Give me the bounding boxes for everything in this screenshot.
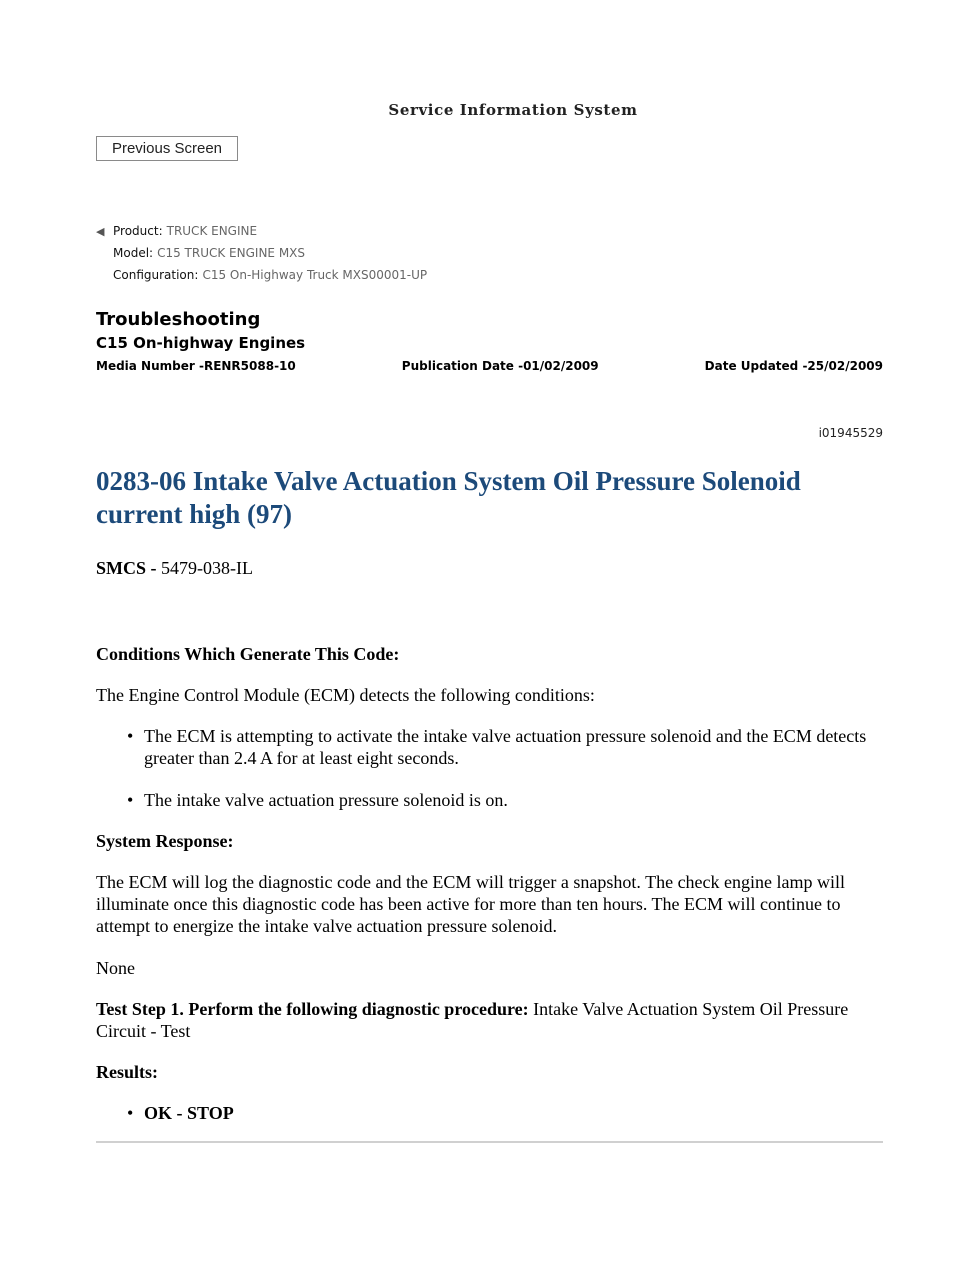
publication-heading: Troubleshooting xyxy=(96,309,261,330)
smcs-value: 5479-038-IL xyxy=(161,558,253,578)
list-item: • The intake valve actuation pressure solenoid is on. xyxy=(127,790,508,810)
model-row xyxy=(96,246,305,260)
product-value: TRUCK ENGINE xyxy=(166,224,258,238)
configuration-value: C15 On-Highway Truck MXS00001-UP xyxy=(202,268,428,282)
publication-subheading: C15 On-highway Engines xyxy=(96,334,306,352)
none-text: None xyxy=(96,958,135,978)
configuration-row xyxy=(96,268,427,282)
bullet-icon: • xyxy=(127,726,134,746)
collapse-arrow-icon[interactable]: ◀ xyxy=(96,225,105,238)
system-title: Service Information System xyxy=(388,101,638,119)
previous-screen-button[interactable]: Previous Screen xyxy=(96,136,238,161)
test-step xyxy=(96,998,886,1042)
smcs-label: SMCS - xyxy=(96,558,157,578)
media-number: Media Number -RENR5088-10 xyxy=(96,359,296,373)
configuration-label: Configuration: xyxy=(113,268,199,282)
smcs-line xyxy=(96,557,253,579)
bullet-icon: • xyxy=(127,1103,134,1123)
response-text: The ECM will log the diagnostic code and the ECM will trigger a snapshot. The check engine lamp will illuminate once this diagnostic code has been active for more than ten hours. The ECM will continue to attempt to energize the intake valve actuation pressure solenoid. xyxy=(96,872,846,936)
product-row xyxy=(96,224,257,238)
model-label: Model: xyxy=(113,246,154,260)
document-id: i01945529 xyxy=(818,426,883,440)
product-label: Product: xyxy=(113,224,163,238)
publication-date: Publication Date -01/02/2009 xyxy=(401,359,599,373)
conditions-intro: The Engine Control Module (ECM) detects the following conditions: xyxy=(96,685,595,705)
results-heading: Results: xyxy=(96,1062,158,1082)
test-step-label: Test Step 1. Perform the following diagnostic procedure: xyxy=(96,999,529,1019)
date-updated: Date Updated -25/02/2009 xyxy=(704,359,883,373)
model-value: C15 TRUCK ENGINE MXS xyxy=(157,246,306,260)
publication-info xyxy=(96,359,883,373)
response-heading: System Response: xyxy=(96,831,234,851)
list-item: • OK - STOP xyxy=(127,1103,234,1123)
divider xyxy=(96,1141,883,1143)
bullet-icon: • xyxy=(127,790,134,810)
conditions-heading: Conditions Which Generate This Code: xyxy=(96,644,400,664)
list-item: • The ECM is attempting to activate the intake valve actuation pressure solenoid and the ECM detects greater than 2.4 A for at least eight seconds. xyxy=(127,726,867,768)
document-title: 0283-06 Intake Valve Actuation System Oil Pressure Solenoid current high (97) xyxy=(96,466,801,529)
test-step-procedure: Intake Valve Actuation System Oil Pressure Circuit - Test xyxy=(96,999,849,1041)
